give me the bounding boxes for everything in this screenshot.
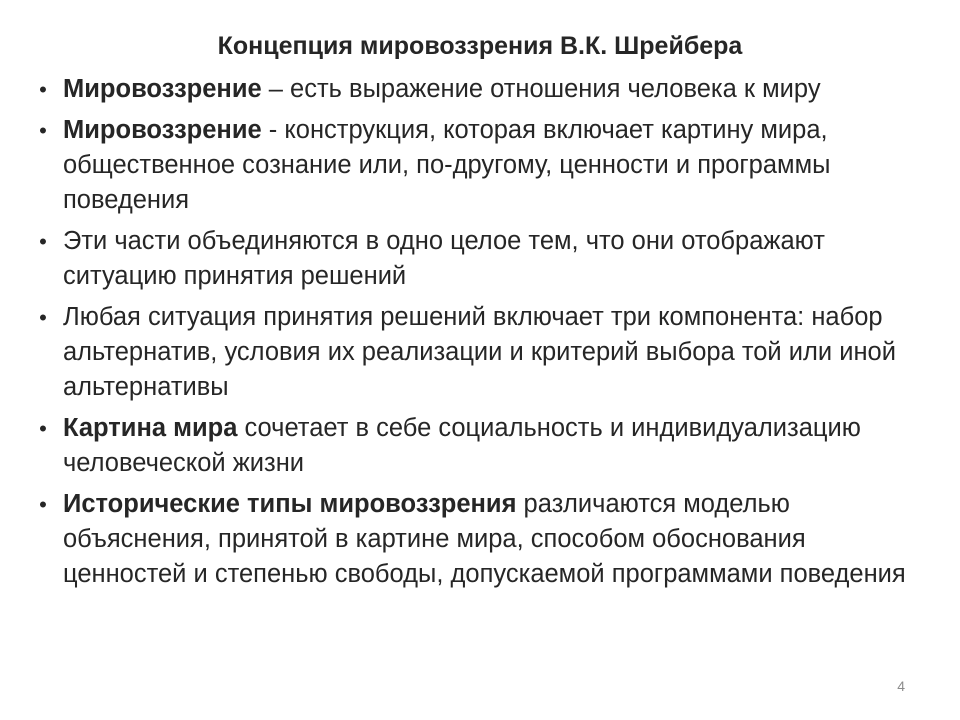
bullet-marker: • [39,229,47,254]
bullet-item [36,411,920,481]
bullet-text: Любая ситуация принятия решений включает три компонента: набор альтернатив, условия их реализации и критерий выбора той или иной альтернативы [63,303,896,401]
bullet-item [36,113,920,218]
bullet-term: Картина мира [63,414,238,442]
bullet-marker: • [39,492,47,517]
bullet-item [36,487,920,592]
slide-title: Концепция мировоззрения В.К. Шрейбера [217,32,743,60]
bullet-marker: • [39,416,47,441]
bullet-list [36,72,920,598]
bullet-item [36,300,920,405]
bullet-text: – есть выражение отношения человека к миру [261,75,821,103]
bullet-marker: • [39,305,47,330]
bullet-text: Эти части объединяются в одно целое тем, что они отображают ситуацию принятия решений [63,227,825,290]
bullet-item [36,72,920,107]
bullet-term: Мировоззрение [63,75,262,103]
bullet-term: Исторические типы мировоззрения [63,490,517,518]
bullet-text: - конструкция, которая включает картину мира, общественное сознание или, по-другому, ценности и программы поведения [63,116,831,214]
bullet-term: Мировоззрение [63,116,262,144]
bullet-marker: • [39,118,47,143]
bullet-text: различаются моделью объяснения, принятой в картине мира, способом обоснования ценностей и степенью свободы, допускаемой программами поведения [63,490,906,588]
bullet-marker: • [39,77,47,102]
bullet-item [36,224,920,294]
bullet-text: сочетает в себе социальность и индивидуализацию человеческой жизни [63,414,861,477]
page-number: 4 [897,678,905,694]
